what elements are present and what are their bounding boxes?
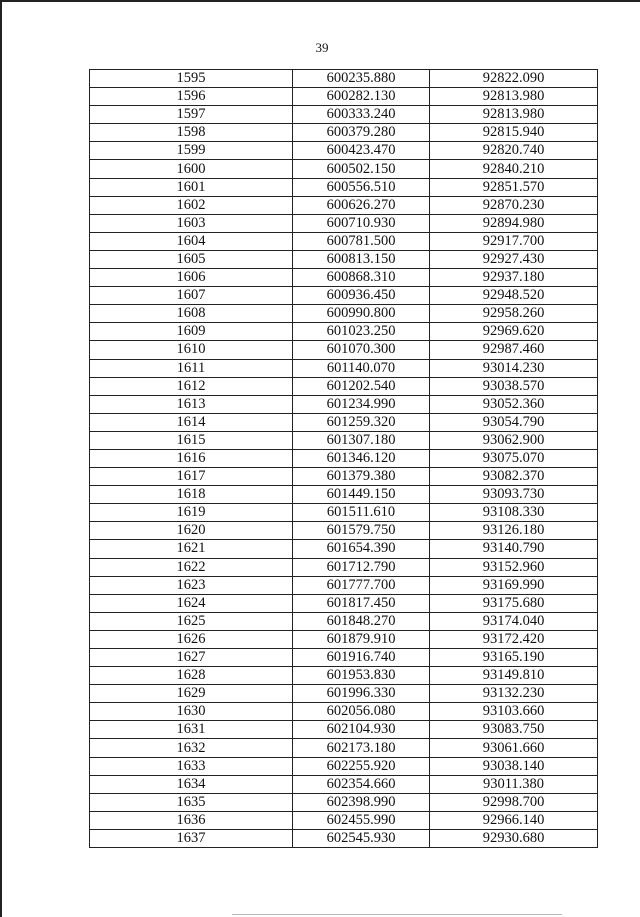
table-row xyxy=(90,214,598,232)
table-row xyxy=(90,142,598,160)
point-number-cell: 1631 xyxy=(90,721,293,739)
table-row xyxy=(90,576,598,594)
point-number-cell: 1601 xyxy=(90,178,293,196)
x-coordinate-cell: 601307.180 xyxy=(293,431,430,449)
point-number-cell: 1636 xyxy=(90,811,293,829)
x-coordinate-cell: 602255.920 xyxy=(293,757,430,775)
table-row xyxy=(90,232,598,250)
y-coordinate-cell: 92917.700 xyxy=(430,232,598,250)
table-row xyxy=(90,612,598,630)
x-coordinate-cell: 601070.300 xyxy=(293,341,430,359)
x-coordinate-cell: 600379.280 xyxy=(293,124,430,142)
point-number-cell: 1604 xyxy=(90,232,293,250)
x-coordinate-cell: 600781.500 xyxy=(293,232,430,250)
y-coordinate-cell: 92822.090 xyxy=(430,70,598,88)
x-coordinate-cell: 602104.930 xyxy=(293,721,430,739)
y-coordinate-cell: 92813.980 xyxy=(430,106,598,124)
x-coordinate-cell: 600282.130 xyxy=(293,88,430,106)
table-row xyxy=(90,558,598,576)
point-number-cell: 1610 xyxy=(90,341,293,359)
point-number-cell: 1615 xyxy=(90,431,293,449)
point-number-cell: 1635 xyxy=(90,793,293,811)
x-coordinate-cell: 600556.510 xyxy=(293,178,430,196)
table-row xyxy=(90,124,598,142)
table-row xyxy=(90,250,598,268)
point-number-cell: 1609 xyxy=(90,323,293,341)
y-coordinate-cell: 93038.140 xyxy=(430,757,598,775)
x-coordinate-cell: 600423.470 xyxy=(293,142,430,160)
point-number-cell: 1618 xyxy=(90,486,293,504)
y-coordinate-cell: 92930.680 xyxy=(430,829,598,847)
point-number-cell: 1600 xyxy=(90,160,293,178)
y-coordinate-cell: 93082.370 xyxy=(430,468,598,486)
x-coordinate-cell: 602545.930 xyxy=(293,829,430,847)
y-coordinate-cell: 93149.810 xyxy=(430,667,598,685)
x-coordinate-cell: 600626.270 xyxy=(293,196,430,214)
point-number-cell: 1621 xyxy=(90,540,293,558)
point-number-cell: 1616 xyxy=(90,449,293,467)
table-row xyxy=(90,811,598,829)
x-coordinate-cell: 600990.800 xyxy=(293,305,430,323)
x-coordinate-cell: 601234.990 xyxy=(293,395,430,413)
point-number-cell: 1617 xyxy=(90,468,293,486)
x-coordinate-cell: 601916.740 xyxy=(293,649,430,667)
y-coordinate-cell: 93175.680 xyxy=(430,594,598,612)
point-number-cell: 1619 xyxy=(90,504,293,522)
y-coordinate-cell: 92815.940 xyxy=(430,124,598,142)
table-row xyxy=(90,685,598,703)
point-number-cell: 1602 xyxy=(90,196,293,214)
y-coordinate-cell: 92937.180 xyxy=(430,269,598,287)
point-number-cell: 1612 xyxy=(90,377,293,395)
x-coordinate-cell: 601579.750 xyxy=(293,522,430,540)
y-coordinate-cell: 92840.210 xyxy=(430,160,598,178)
page-number: 39 xyxy=(315,40,329,55)
point-number-cell: 1599 xyxy=(90,142,293,160)
y-coordinate-cell: 93169.990 xyxy=(430,576,598,594)
table-row xyxy=(90,88,598,106)
point-number-cell: 1603 xyxy=(90,214,293,232)
point-number-cell: 1633 xyxy=(90,757,293,775)
y-coordinate-cell: 92966.140 xyxy=(430,811,598,829)
point-number-cell: 1608 xyxy=(90,305,293,323)
y-coordinate-cell: 92813.980 xyxy=(430,88,598,106)
y-coordinate-cell: 93093.730 xyxy=(430,486,598,504)
x-coordinate-cell: 601511.610 xyxy=(293,504,430,522)
x-coordinate-cell: 600235.880 xyxy=(293,70,430,88)
x-coordinate-cell: 601879.910 xyxy=(293,630,430,648)
x-coordinate-cell: 601379.380 xyxy=(293,468,430,486)
x-coordinate-cell: 601654.390 xyxy=(293,540,430,558)
x-coordinate-cell: 601023.250 xyxy=(293,323,430,341)
x-coordinate-cell: 600502.150 xyxy=(293,160,430,178)
point-number-cell: 1595 xyxy=(90,70,293,88)
y-coordinate-cell: 93054.790 xyxy=(430,413,598,431)
y-coordinate-cell: 93075.070 xyxy=(430,449,598,467)
point-number-cell: 1628 xyxy=(90,667,293,685)
table-row xyxy=(90,413,598,431)
y-coordinate-cell: 93014.230 xyxy=(430,359,598,377)
y-coordinate-cell: 92948.520 xyxy=(430,287,598,305)
table-row xyxy=(90,739,598,757)
table-row xyxy=(90,431,598,449)
x-coordinate-cell: 601817.450 xyxy=(293,594,430,612)
x-coordinate-cell: 600710.930 xyxy=(293,214,430,232)
point-number-cell: 1598 xyxy=(90,124,293,142)
point-number-cell: 1622 xyxy=(90,558,293,576)
y-coordinate-cell: 93132.230 xyxy=(430,685,598,703)
point-number-cell: 1624 xyxy=(90,594,293,612)
y-coordinate-cell: 93011.380 xyxy=(430,775,598,793)
point-number-cell: 1632 xyxy=(90,739,293,757)
y-coordinate-cell: 92851.570 xyxy=(430,178,598,196)
y-coordinate-cell: 92927.430 xyxy=(430,250,598,268)
table-row xyxy=(90,594,598,612)
footer-rule xyxy=(232,914,562,915)
table-row xyxy=(90,341,598,359)
point-number-cell: 1627 xyxy=(90,649,293,667)
table-row xyxy=(90,395,598,413)
x-coordinate-cell: 602455.990 xyxy=(293,811,430,829)
table-row xyxy=(90,829,598,847)
y-coordinate-cell: 93062.900 xyxy=(430,431,598,449)
point-number-cell: 1606 xyxy=(90,269,293,287)
table-row xyxy=(90,775,598,793)
table-row xyxy=(90,106,598,124)
point-number-cell: 1623 xyxy=(90,576,293,594)
table-row xyxy=(90,630,598,648)
x-coordinate-cell: 600333.240 xyxy=(293,106,430,124)
table-row xyxy=(90,486,598,504)
point-number-cell: 1634 xyxy=(90,775,293,793)
point-number-cell: 1614 xyxy=(90,413,293,431)
table-row xyxy=(90,359,598,377)
x-coordinate-cell: 602354.660 xyxy=(293,775,430,793)
table-row xyxy=(90,305,598,323)
table-row xyxy=(90,522,598,540)
table-row xyxy=(90,540,598,558)
x-coordinate-cell: 601953.830 xyxy=(293,667,430,685)
y-coordinate-cell: 93103.660 xyxy=(430,703,598,721)
x-coordinate-cell: 601449.150 xyxy=(293,486,430,504)
x-coordinate-cell: 601140.070 xyxy=(293,359,430,377)
x-coordinate-cell: 601346.120 xyxy=(293,449,430,467)
x-coordinate-cell: 600936.450 xyxy=(293,287,430,305)
y-coordinate-cell: 93126.180 xyxy=(430,522,598,540)
x-coordinate-cell: 602398.990 xyxy=(293,793,430,811)
y-coordinate-cell: 93174.040 xyxy=(430,612,598,630)
coordinates-table-body xyxy=(90,70,598,848)
point-number-cell: 1597 xyxy=(90,106,293,124)
y-coordinate-cell: 93052.360 xyxy=(430,395,598,413)
y-coordinate-cell: 93165.190 xyxy=(430,649,598,667)
y-coordinate-cell: 92820.740 xyxy=(430,142,598,160)
x-coordinate-cell: 601202.540 xyxy=(293,377,430,395)
table-row xyxy=(90,70,598,88)
y-coordinate-cell: 93108.330 xyxy=(430,504,598,522)
x-coordinate-cell: 601848.270 xyxy=(293,612,430,630)
table-row xyxy=(90,178,598,196)
table-row xyxy=(90,721,598,739)
y-coordinate-cell: 93038.570 xyxy=(430,377,598,395)
x-coordinate-cell: 601777.700 xyxy=(293,576,430,594)
point-number-cell: 1629 xyxy=(90,685,293,703)
x-coordinate-cell: 601996.330 xyxy=(293,685,430,703)
table-row xyxy=(90,468,598,486)
point-number-cell: 1613 xyxy=(90,395,293,413)
table-row xyxy=(90,793,598,811)
table-row xyxy=(90,649,598,667)
point-number-cell: 1626 xyxy=(90,630,293,648)
x-coordinate-cell: 600813.150 xyxy=(293,250,430,268)
table-row xyxy=(90,667,598,685)
coordinates-table xyxy=(89,69,598,848)
x-coordinate-cell: 602056.080 xyxy=(293,703,430,721)
table-row xyxy=(90,757,598,775)
table-row xyxy=(90,196,598,214)
table-row xyxy=(90,504,598,522)
y-coordinate-cell: 92998.700 xyxy=(430,793,598,811)
x-coordinate-cell: 600868.310 xyxy=(293,269,430,287)
y-coordinate-cell: 93140.790 xyxy=(430,540,598,558)
table-row xyxy=(90,269,598,287)
table-row xyxy=(90,160,598,178)
y-coordinate-cell: 92958.260 xyxy=(430,305,598,323)
y-coordinate-cell: 92969.620 xyxy=(430,323,598,341)
x-coordinate-cell: 601259.320 xyxy=(293,413,430,431)
point-number-cell: 1625 xyxy=(90,612,293,630)
table-row xyxy=(90,287,598,305)
y-coordinate-cell: 93083.750 xyxy=(430,721,598,739)
y-coordinate-cell: 92894.980 xyxy=(430,214,598,232)
point-number-cell: 1596 xyxy=(90,88,293,106)
point-number-cell: 1611 xyxy=(90,359,293,377)
point-number-cell: 1637 xyxy=(90,829,293,847)
point-number-cell: 1620 xyxy=(90,522,293,540)
point-number-cell: 1605 xyxy=(90,250,293,268)
y-coordinate-cell: 93172.420 xyxy=(430,630,598,648)
y-coordinate-cell: 93152.960 xyxy=(430,558,598,576)
y-coordinate-cell: 92987.460 xyxy=(430,341,598,359)
point-number-cell: 1630 xyxy=(90,703,293,721)
point-number-cell: 1607 xyxy=(90,287,293,305)
y-coordinate-cell: 92870.230 xyxy=(430,196,598,214)
y-coordinate-cell: 93061.660 xyxy=(430,739,598,757)
table-row xyxy=(90,377,598,395)
table-row xyxy=(90,323,598,341)
x-coordinate-cell: 601712.790 xyxy=(293,558,430,576)
table-row xyxy=(90,703,598,721)
table-row xyxy=(90,449,598,467)
x-coordinate-cell: 602173.180 xyxy=(293,739,430,757)
